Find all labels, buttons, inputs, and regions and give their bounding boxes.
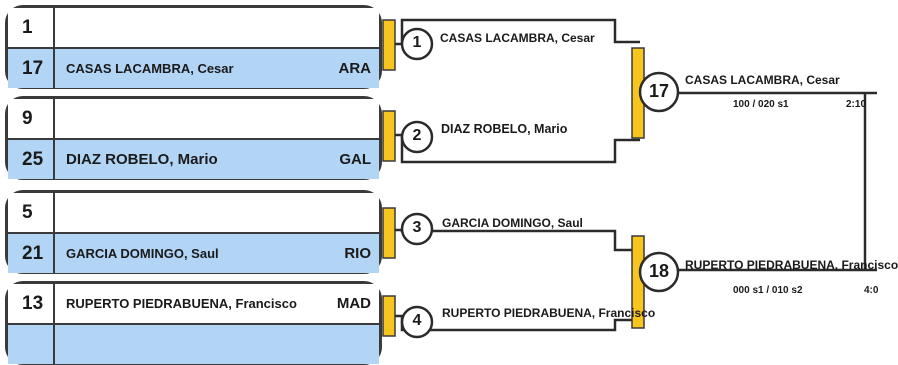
seed-number: 17 bbox=[8, 49, 55, 88]
seed-number: 9 bbox=[8, 99, 55, 138]
player-name: CASAS LACAMBRA, Cesar bbox=[66, 61, 234, 76]
player-slot-bottom[interactable] bbox=[8, 49, 379, 88]
connector-tab-4 bbox=[383, 296, 395, 336]
round2-winner-label[interactable]: RUPERTO PIEDRABUENA, Francisco bbox=[685, 258, 898, 272]
match-number: 4 bbox=[412, 312, 422, 329]
match-number: 17 bbox=[648, 81, 670, 101]
seed-number bbox=[8, 325, 55, 364]
connector-tab-3 bbox=[383, 208, 395, 258]
seed-number: 5 bbox=[8, 193, 55, 232]
match-winner-label[interactable]: CASAS LACAMBRA, Cesar bbox=[440, 31, 595, 45]
match-time: 4:0 bbox=[864, 285, 879, 296]
match-time: 2:10 bbox=[846, 99, 867, 110]
player-card bbox=[5, 281, 382, 365]
club-code: ARA bbox=[338, 60, 371, 77]
connector-tab-1 bbox=[383, 20, 395, 70]
player-slot-top[interactable] bbox=[8, 193, 379, 234]
round2-winner-label[interactable]: CASAS LACAMBRA, Cesar bbox=[685, 73, 840, 87]
player-slot-bottom[interactable] bbox=[8, 140, 379, 179]
match-number: 1 bbox=[412, 34, 422, 51]
match-winner-label[interactable]: GARCIA DOMINGO, Saul bbox=[442, 216, 583, 230]
match-number: 2 bbox=[412, 127, 422, 144]
match-winner-label[interactable]: DIAZ ROBELO, Mario bbox=[441, 122, 568, 136]
player-name: GARCIA DOMINGO, Saul bbox=[66, 246, 219, 261]
seed-number: 25 bbox=[8, 140, 55, 179]
match-winner-label[interactable]: RUPERTO PIEDRABUENA, Francisco bbox=[442, 306, 656, 320]
player-card bbox=[5, 96, 382, 180]
club-code: RIO bbox=[344, 245, 371, 262]
player-slot-top[interactable] bbox=[8, 284, 379, 325]
connector-tab-2 bbox=[383, 111, 395, 161]
match-number: 3 bbox=[412, 219, 422, 236]
player-card bbox=[5, 190, 382, 274]
player-name: RUPERTO PIEDRABUENA, Francisco bbox=[66, 296, 297, 311]
player-slot-top[interactable] bbox=[8, 99, 379, 140]
player-name: DIAZ ROBELO, Mario bbox=[66, 151, 218, 168]
match-score: 100 / 020 s1 bbox=[733, 99, 789, 110]
club-code: MAD bbox=[336, 295, 371, 312]
player-slot-top[interactable] bbox=[8, 8, 379, 49]
seed-number: 1 bbox=[8, 8, 55, 47]
seed-number: 13 bbox=[8, 284, 55, 323]
match-score: 000 s1 / 010 s2 bbox=[733, 285, 803, 296]
club-code: GAL bbox=[339, 151, 371, 168]
match-number: 18 bbox=[648, 261, 670, 281]
player-slot-bottom[interactable] bbox=[8, 325, 379, 364]
player-card bbox=[5, 5, 382, 89]
seed-number: 21 bbox=[8, 234, 55, 273]
player-slot-bottom[interactable] bbox=[8, 234, 379, 273]
